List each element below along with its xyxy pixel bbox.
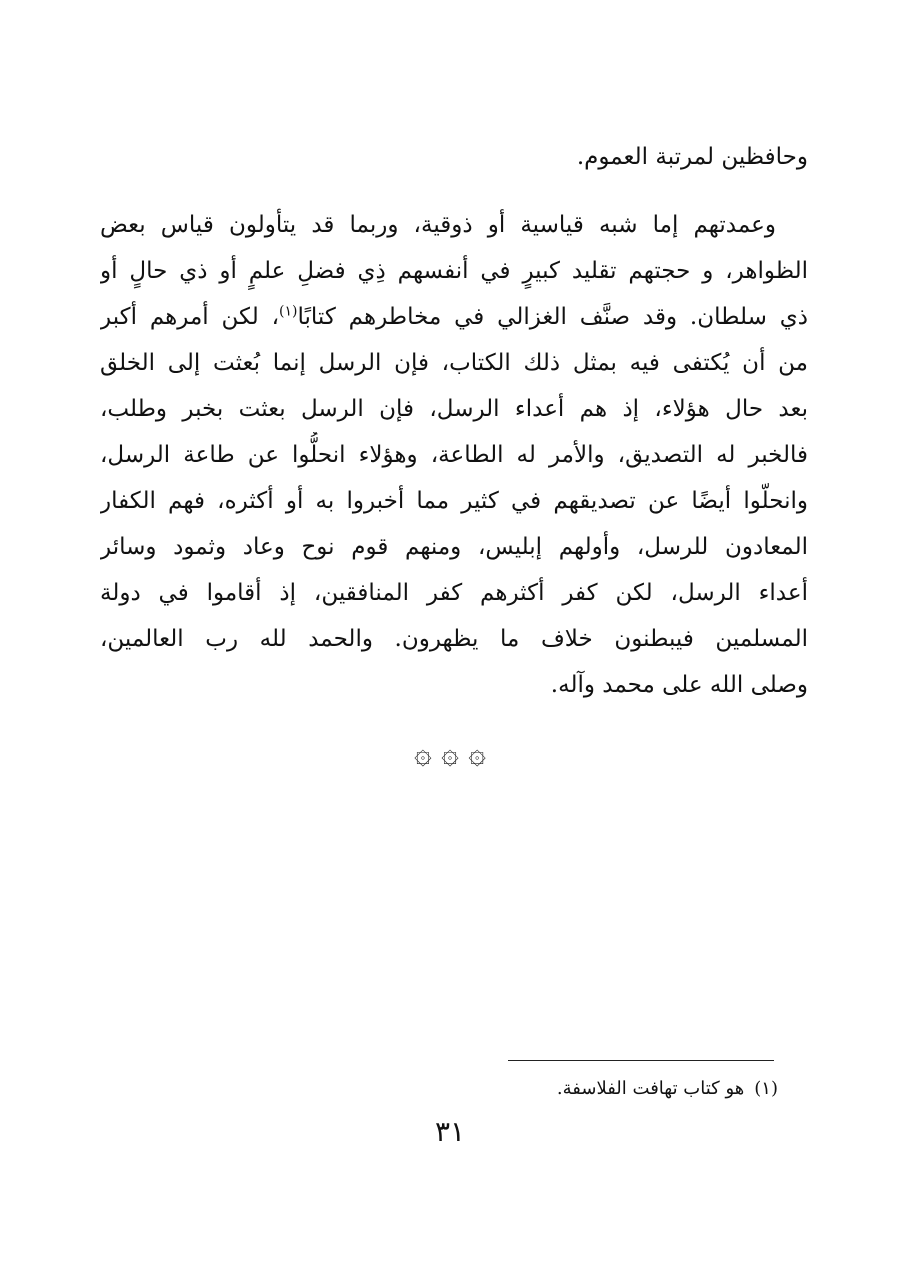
paragraph-2-line-9: أعداء الرسل، لكن كفر أكثرهم كفر المنافقين، إذ أقاموا في دولة [100,580,808,606]
paragraph-2-line-7: وانحلّوا أيضًا عن تصديقهم في كثير مما أخبروا به أو أكثره، فهم الكفار [100,488,808,514]
footnote-divider-line [508,1060,774,1061]
footnote-number: (١) [754,1078,778,1099]
footnote-reference[interactable]: (١) [279,303,298,320]
footnote [300,1074,778,1104]
page-number: ٣١ [434,1115,466,1148]
paragraph-2-line-10: المسلمين فيبطنون خلاف ما يظهرون. والحمد لله رب العالمين، [100,626,808,652]
paragraph-2-line-4: من أن يُكتفى فيه بمثل ذلك الكتاب، فإن الرسل إنما بُعثت إلى الخلق [100,350,808,376]
section-divider-ornament-icon: ۞ ۞ ۞ [414,736,486,771]
paragraph-2-line-5: بعد حال هؤلاء، إذ هم أعداء الرسل، فإن الرسل بعثت بخبر وطلب، [100,396,808,422]
paragraph-2-line-11: وصلى الله على محمد وآله. [550,672,808,698]
paragraph-1-line-1: وحافظين لمرتبة العموم. [576,144,808,170]
line-3-start-text: ذي سلطان. وقد صنَّف الغزالي في مخاطرهم كتابًا [297,304,808,330]
paragraph-2-line-3 [100,294,808,340]
paragraph-2-line-8: المعادون للرسل، وأولهم إبليس، ومنهم قوم نوح وعاد وثمود وسائر [100,534,808,560]
paragraph-1 [100,134,808,180]
paragraph-2-line-1: وعمدتهم إما شبه قياسية أو ذوقية، وربما قد يتأولون قياس بعض [100,212,776,238]
paragraph-2 [100,202,808,708]
line-3-end-text: ، لكن أمرهم أكبر [100,304,280,330]
paragraph-2-line-6: فالخبر له التصديق، والأمر له الطاعة، وهؤلاء انحلُّوا عن طاعة الرسل، [100,442,808,468]
footnote-text: هو كتاب تهافت الفلاسفة. [556,1078,745,1099]
paragraph-2-line-2: الظواهر، و حجتهم تقليد كبيرٍ في أنفسهم ذِي فضلِ علمٍ أو ذي حالٍ أو [100,258,808,284]
